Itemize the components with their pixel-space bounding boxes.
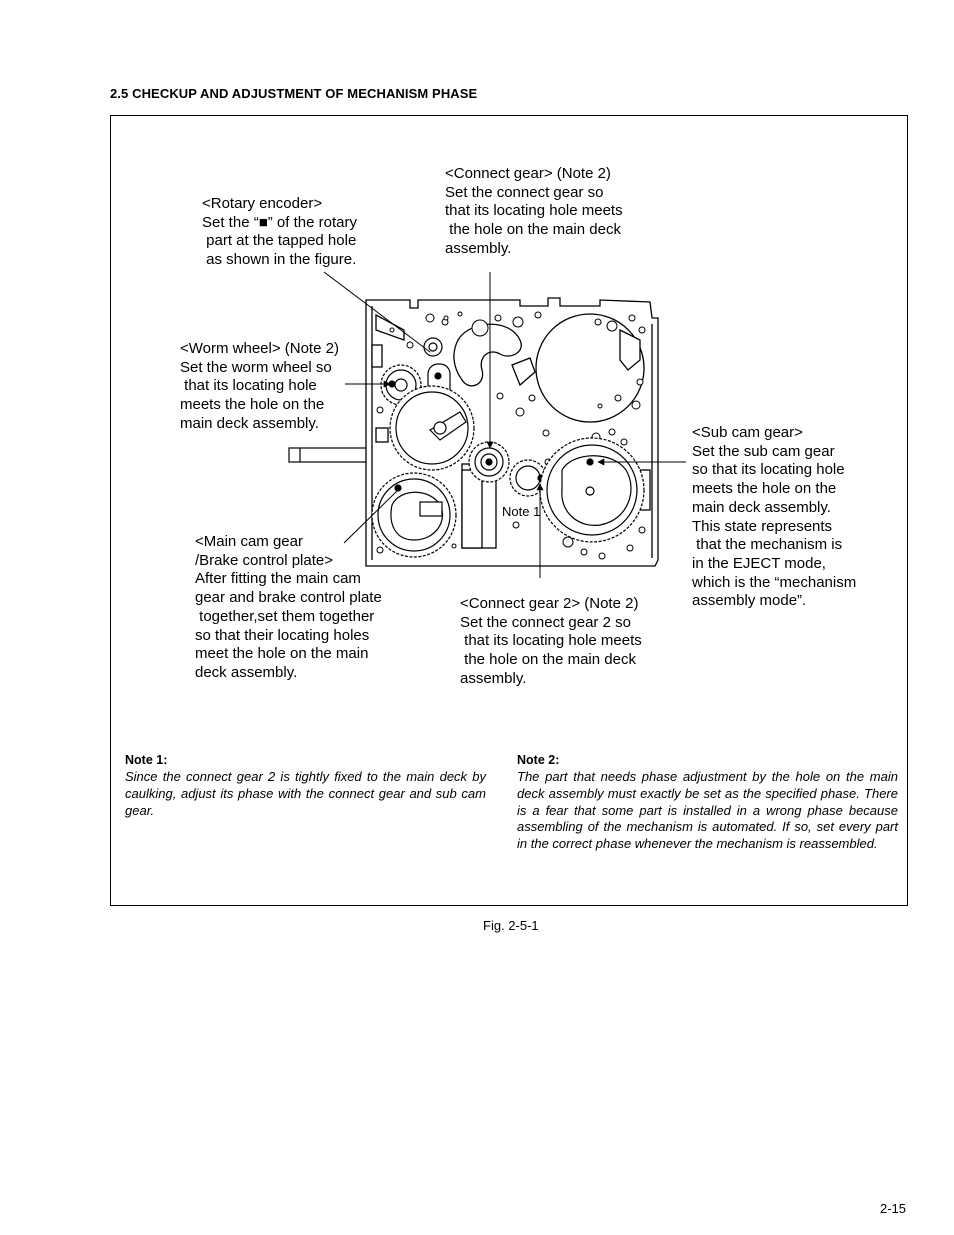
callout-connect-gear-2: <Connect gear 2> (Note 2) Set the connect gear 2 so that its locating hole meets the hole on the main deck assembly. (460, 595, 642, 687)
main-gear (390, 386, 474, 470)
main-cam-gear (372, 473, 456, 557)
page-number: 2-15 (880, 1201, 907, 1216)
figure-caption: Fig. 2-5-1 (483, 918, 539, 933)
section-heading: 2.5 CHECKUP AND ADJUSTMENT OF MECHANISM PHASE (110, 86, 478, 101)
note-2-title: Note 2: (517, 753, 560, 767)
deck-shaft (289, 448, 369, 462)
callout-rotary-encoder: <Rotary encoder> Set the “■” of the rotary part at the tapped hole as shown in the figure. (202, 195, 357, 269)
note-1-text: Since the connect gear 2 is tightly fixed to the main deck by caulking, adjust its phase with the connect gear and sub cam gear. (125, 769, 486, 818)
note-1-title: Note 1: (125, 753, 168, 767)
sub-cam-gear (540, 438, 644, 542)
callout-connect-gear: <Connect gear> (Note 2) Set the connect gear so that its locating hole meets the hole on the main deck assembly. (445, 165, 623, 257)
callout-main-cam-gear: <Main cam gear /Brake control plate> After fitting the main cam gear and brake control plate together,set them together so that their locating holes meet the hole on the main deck assembly. (195, 533, 382, 681)
callout-sub-cam-gear: <Sub cam gear> Set the sub cam gear so that its locating hole meets the hole on the main deck assembly. This state represents that the mechanism is in the EJECT mode, which is the “mechanism assembly mode”. (692, 424, 857, 610)
note-1-label: Note 1 (502, 504, 541, 519)
note-2-text: The part that needs phase adjustment by the hole on the main deck assembly must exactly be set as the specified phase. There is a fear that some part is installed in a wrong phase because assembling of the mechanism is automated. If so, set every part in the correct phase whenever the mechanism is reassembled. (517, 769, 898, 852)
callout-worm-wheel: <Worm wheel> (Note 2) Set the worm wheel so that its locating hole meets the hole on the main deck assembly. (180, 340, 339, 432)
connect-gear (469, 442, 509, 482)
